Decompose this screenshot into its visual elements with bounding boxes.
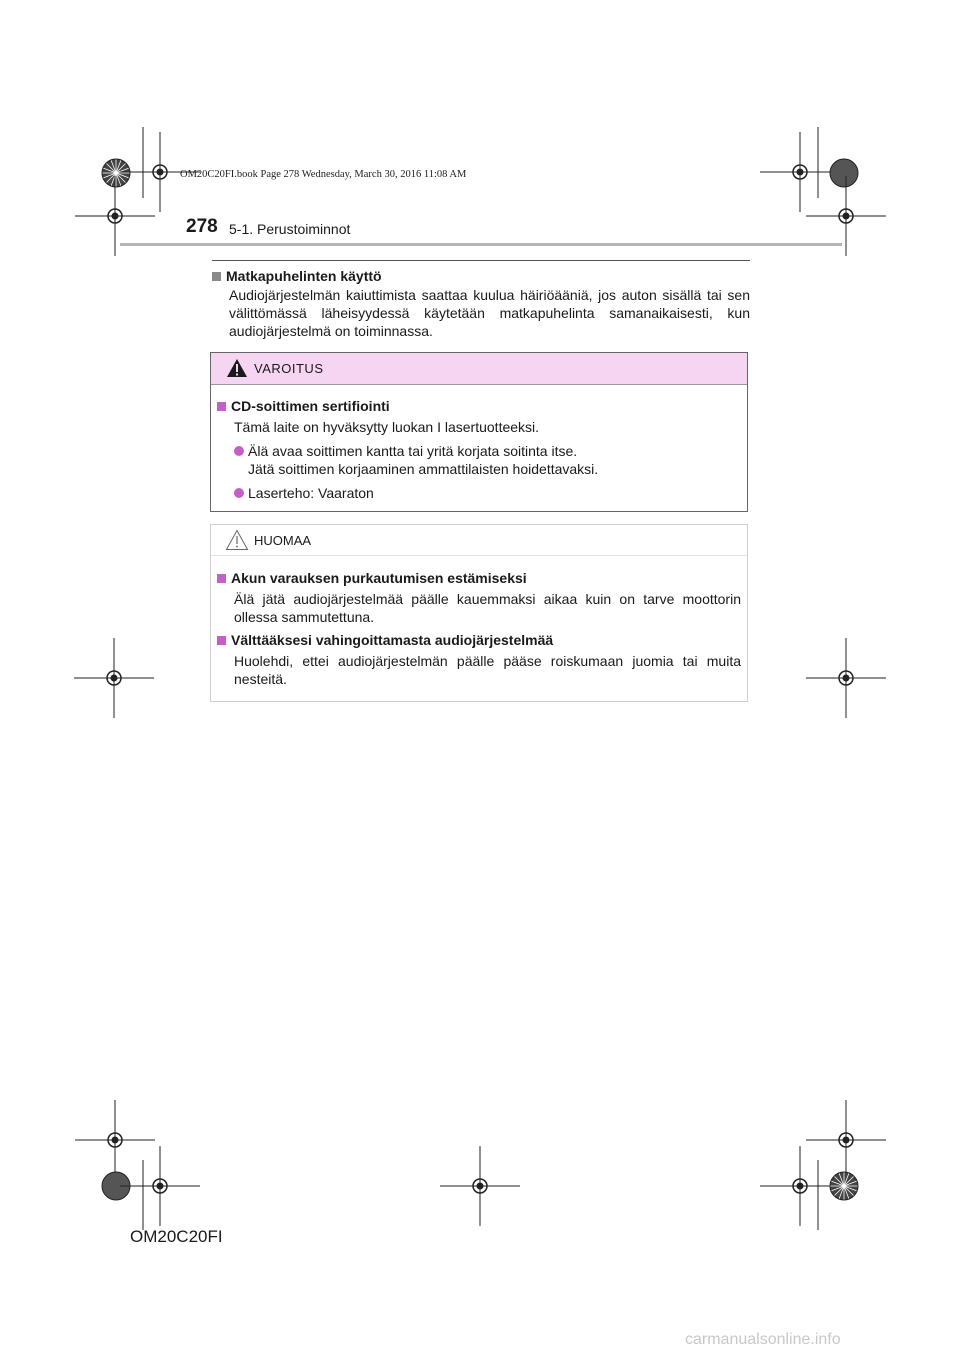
caution-triangle-icon	[225, 529, 249, 551]
warning-bullet: Älä avaa soittimen kantta tai yritä korjata soitinta itse. Jätä soittimen korjaaminen ammattilaisten hoidettavaksi.	[217, 442, 741, 478]
square-bullet-icon	[217, 402, 226, 411]
main-body: Audiojärjestelmän kaiuttimista saattaa kuulua häiriöääniä, jos auton sisällä tai sen välittömässä läheisyydessä käytetään matkapuhelinta samanaikaisesti, kun audiojärjestelmä on toiminnassa.	[229, 287, 750, 339]
starburst-mark-bottom-right	[830, 1172, 858, 1200]
crosshair-middle-right	[806, 638, 886, 718]
warning-text: Tämä laite on hyväksytty luokan I lasertuotteeksi.	[234, 419, 540, 435]
warning-title: VAROITUS	[254, 361, 324, 376]
notice-body	[211, 556, 747, 688]
round-bullet-icon	[234, 446, 244, 456]
notice-heading: Akun varauksen purkautumisen estämiseksi	[217, 568, 741, 588]
notice-title: HUOMAA	[254, 533, 312, 548]
watermark: carmanualsonline.info	[685, 1331, 841, 1348]
crosshair-bottom-right	[760, 1146, 840, 1226]
main-heading: Matkapuhelinten käyttö	[212, 266, 750, 286]
crosshair-top-right	[760, 132, 840, 212]
notice-header	[211, 525, 747, 556]
square-bullet-icon	[212, 272, 221, 281]
starburst-mark-top-left	[102, 159, 130, 187]
warning-body	[211, 385, 747, 502]
manual-code: OM20C20FI	[130, 1227, 223, 1246]
dot-mark-top-right	[830, 159, 858, 187]
header-rule	[120, 243, 842, 246]
section-title: 5-1. Perustoiminnot	[229, 221, 351, 237]
square-bullet-icon	[217, 636, 226, 645]
crosshair-middle-left	[74, 638, 154, 718]
warning-triangle-icon	[226, 358, 248, 378]
crosshair-bottom-center	[440, 1146, 520, 1226]
warning-bullet: Laserteho: Vaaraton	[217, 484, 741, 502]
warning-heading: CD-soittimen sertifiointi	[217, 396, 741, 416]
warning-header	[211, 353, 747, 385]
square-bullet-icon	[217, 574, 226, 583]
page-number: 278	[186, 216, 218, 237]
warning-box	[210, 352, 748, 512]
notice-text: Älä jätä audiojärjestelmää päälle kauemmaksi aikaa kuin on tarve moottorin ollessa sammutettuna.	[234, 591, 741, 625]
notice-box	[210, 524, 748, 702]
main-section	[212, 266, 750, 340]
crosshair-bottom-left	[120, 1146, 200, 1226]
notice-text: Huolehdi, ettei audiojärjestelmän päälle pääse roiskumaan juomia tai muita nesteitä.	[234, 653, 741, 687]
book-info-line: OM20C20FI.book Page 278 Wednesday, March 30, 2016 11:08 AM	[180, 169, 467, 180]
notice-heading: Välttääksesi vahingoittamasta audiojärjestelmää	[217, 630, 741, 650]
content-rule	[212, 260, 750, 261]
round-bullet-icon	[234, 488, 244, 498]
